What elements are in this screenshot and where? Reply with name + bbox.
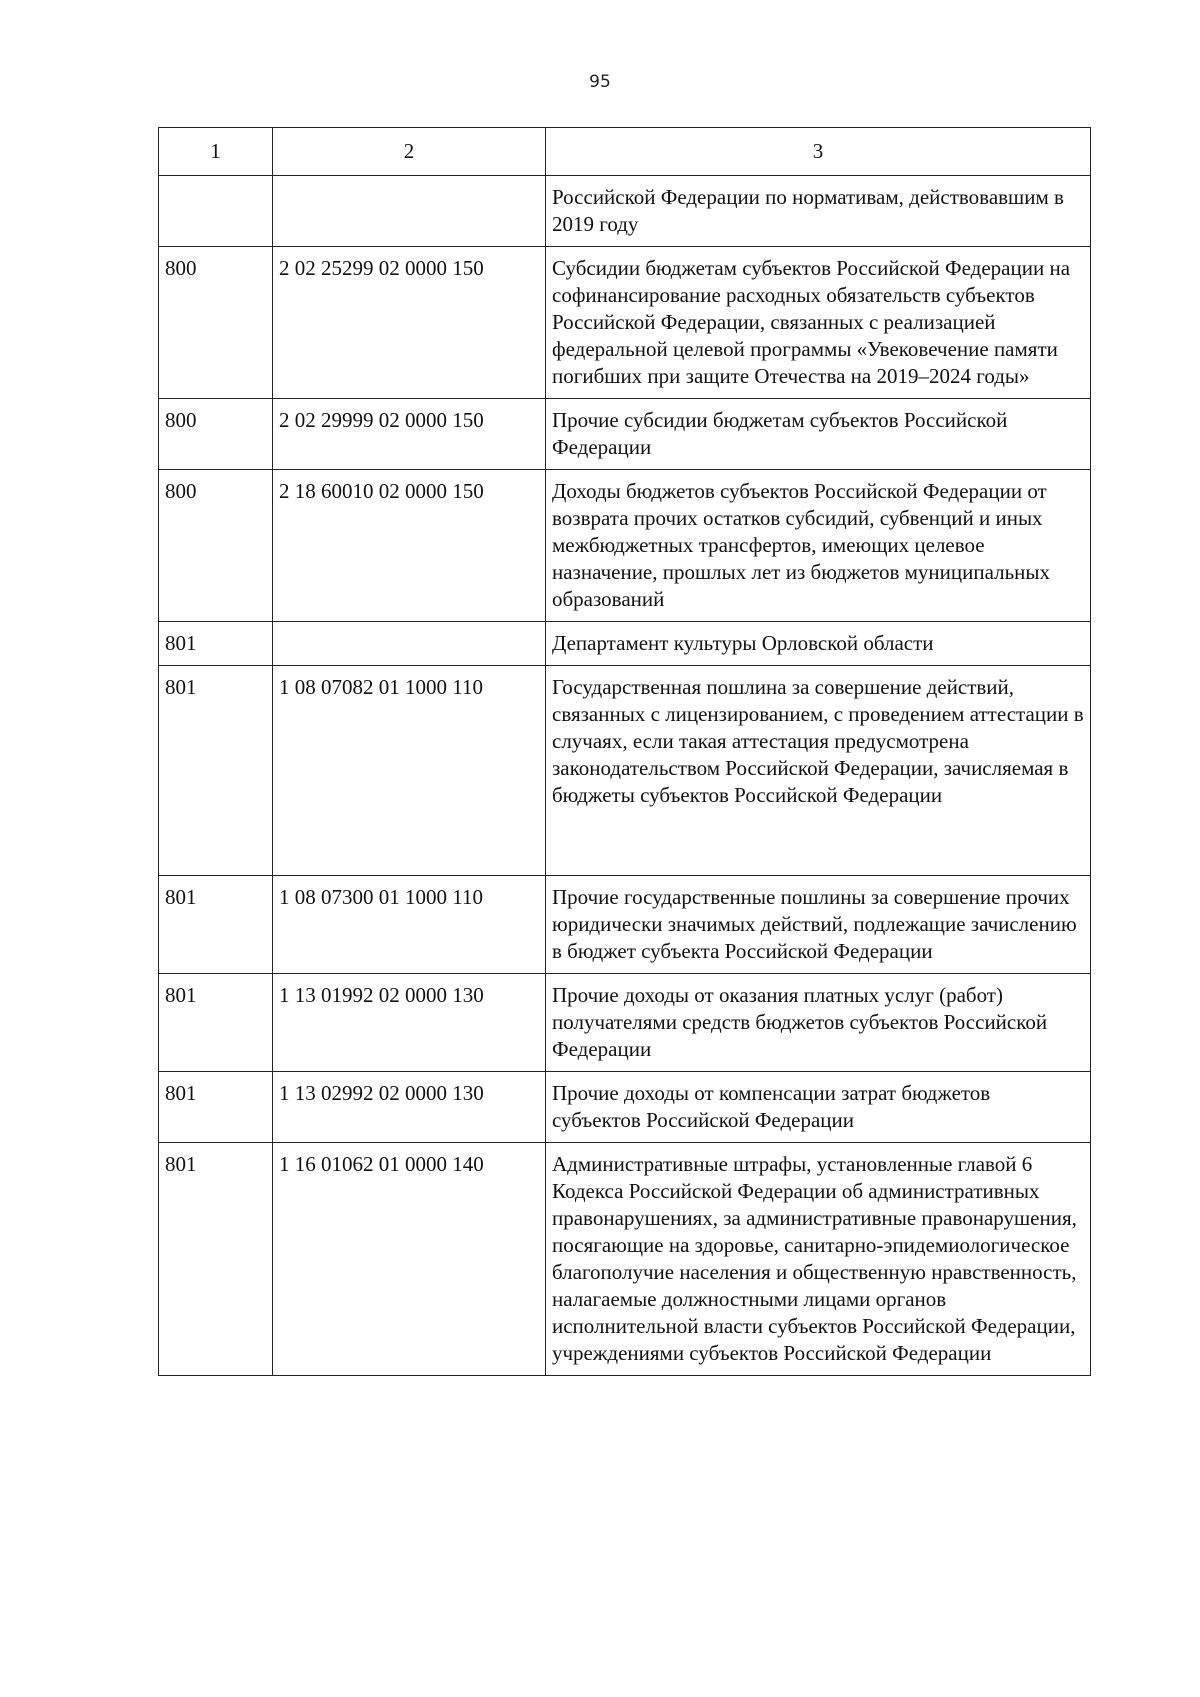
income-code-cell: 2 18 60010 02 0000 150 bbox=[273, 470, 546, 622]
table-row bbox=[159, 974, 1091, 1072]
admin-code-cell: 801 bbox=[159, 1143, 273, 1376]
admin-code-cell: 801 bbox=[159, 622, 273, 666]
table-row bbox=[159, 876, 1091, 974]
table-row bbox=[159, 1072, 1091, 1143]
admin-code-cell: 801 bbox=[159, 1072, 273, 1143]
table-row bbox=[159, 399, 1091, 470]
page-number: 95 bbox=[589, 72, 611, 92]
admin-code-cell: 801 bbox=[159, 876, 273, 974]
admin-code-cell: 800 bbox=[159, 470, 273, 622]
income-code-cell: 1 08 07300 01 1000 110 bbox=[273, 876, 546, 974]
table-row bbox=[159, 622, 1091, 666]
income-code-cell bbox=[273, 176, 546, 247]
description-cell: Российской Федерации по нормативам, действовавшим в 2019 году bbox=[546, 176, 1091, 247]
description-cell: Административные штрафы, установленные главой 6 Кодекса Российской Федерации об административных правонарушениях, за административные правонарушения, посягающие на здоровье, санитарно-эпидемиологическое благополучие населения и общественную нравственность, налагаемые должностными лицами органов исполнительной власти субъектов Российской Федерации, учреждениями субъектов Российской Федерации bbox=[546, 1143, 1091, 1376]
income-code-cell: 2 02 25299 02 0000 150 bbox=[273, 247, 546, 399]
table-row bbox=[159, 666, 1091, 876]
admin-code-cell bbox=[159, 176, 273, 247]
description-cell: Прочие субсидии бюджетам субъектов Российской Федерации bbox=[546, 399, 1091, 470]
description-cell: Прочие доходы от компенсации затрат бюджетов субъектов Российской Федерации bbox=[546, 1072, 1091, 1143]
table-row bbox=[159, 176, 1091, 247]
description-cell: Субсидии бюджетам субъектов Российской Федерации на софинансирование расходных обязательств субъектов Российской Федерации, связанных с реализацией федеральной целевой программы «Увековечение памяти погибших при защите Отечества на 2019–2024 годы» bbox=[546, 247, 1091, 399]
admin-code-cell: 801 bbox=[159, 974, 273, 1072]
admin-code-cell: 800 bbox=[159, 399, 273, 470]
income-code-cell: 1 13 02992 02 0000 130 bbox=[273, 1072, 546, 1143]
income-code-cell: 2 02 29999 02 0000 150 bbox=[273, 399, 546, 470]
income-code-cell: 1 08 07082 01 1000 110 bbox=[273, 666, 546, 876]
table-header-row bbox=[159, 128, 1091, 176]
description-cell: Прочие доходы от оказания платных услуг (работ) получателями средств бюджетов субъектов Российской Федерации bbox=[546, 974, 1091, 1072]
table-row bbox=[159, 247, 1091, 399]
admin-code-cell: 801 bbox=[159, 666, 273, 876]
admin-code-cell: 800 bbox=[159, 247, 273, 399]
income-code-cell: 1 16 01062 01 0000 140 bbox=[273, 1143, 546, 1376]
income-code-cell bbox=[273, 622, 546, 666]
income-code-cell: 1 13 01992 02 0000 130 bbox=[273, 974, 546, 1072]
table-row bbox=[159, 470, 1091, 622]
description-cell: Прочие государственные пошлины за совершение прочих юридически значимых действий, подлежащие зачислению в бюджет субъекта Российской Федерации bbox=[546, 876, 1091, 974]
header-cell-1: 1 bbox=[159, 128, 273, 176]
income-codes-table bbox=[158, 127, 1091, 1376]
description-cell: Доходы бюджетов субъектов Российской Федерации от возврата прочих остатков субсидий, субвенций и иных межбюджетных трансфертов, имеющих целевое назначение, прошлых лет из бюджетов муниципальных образований bbox=[546, 470, 1091, 622]
description-cell: Государственная пошлина за совершение действий, связанных с лицензированием, с проведением аттестации в случаях, если такая аттестация предусмотрена законодательством Российской Федерации, зачисляемая в бюджеты субъектов Российской Федерации bbox=[546, 666, 1091, 876]
header-cell-2: 2 bbox=[273, 128, 546, 176]
description-cell: Департамент культуры Орловской области bbox=[546, 622, 1091, 666]
header-cell-3: 3 bbox=[546, 128, 1091, 176]
table-row bbox=[159, 1143, 1091, 1376]
